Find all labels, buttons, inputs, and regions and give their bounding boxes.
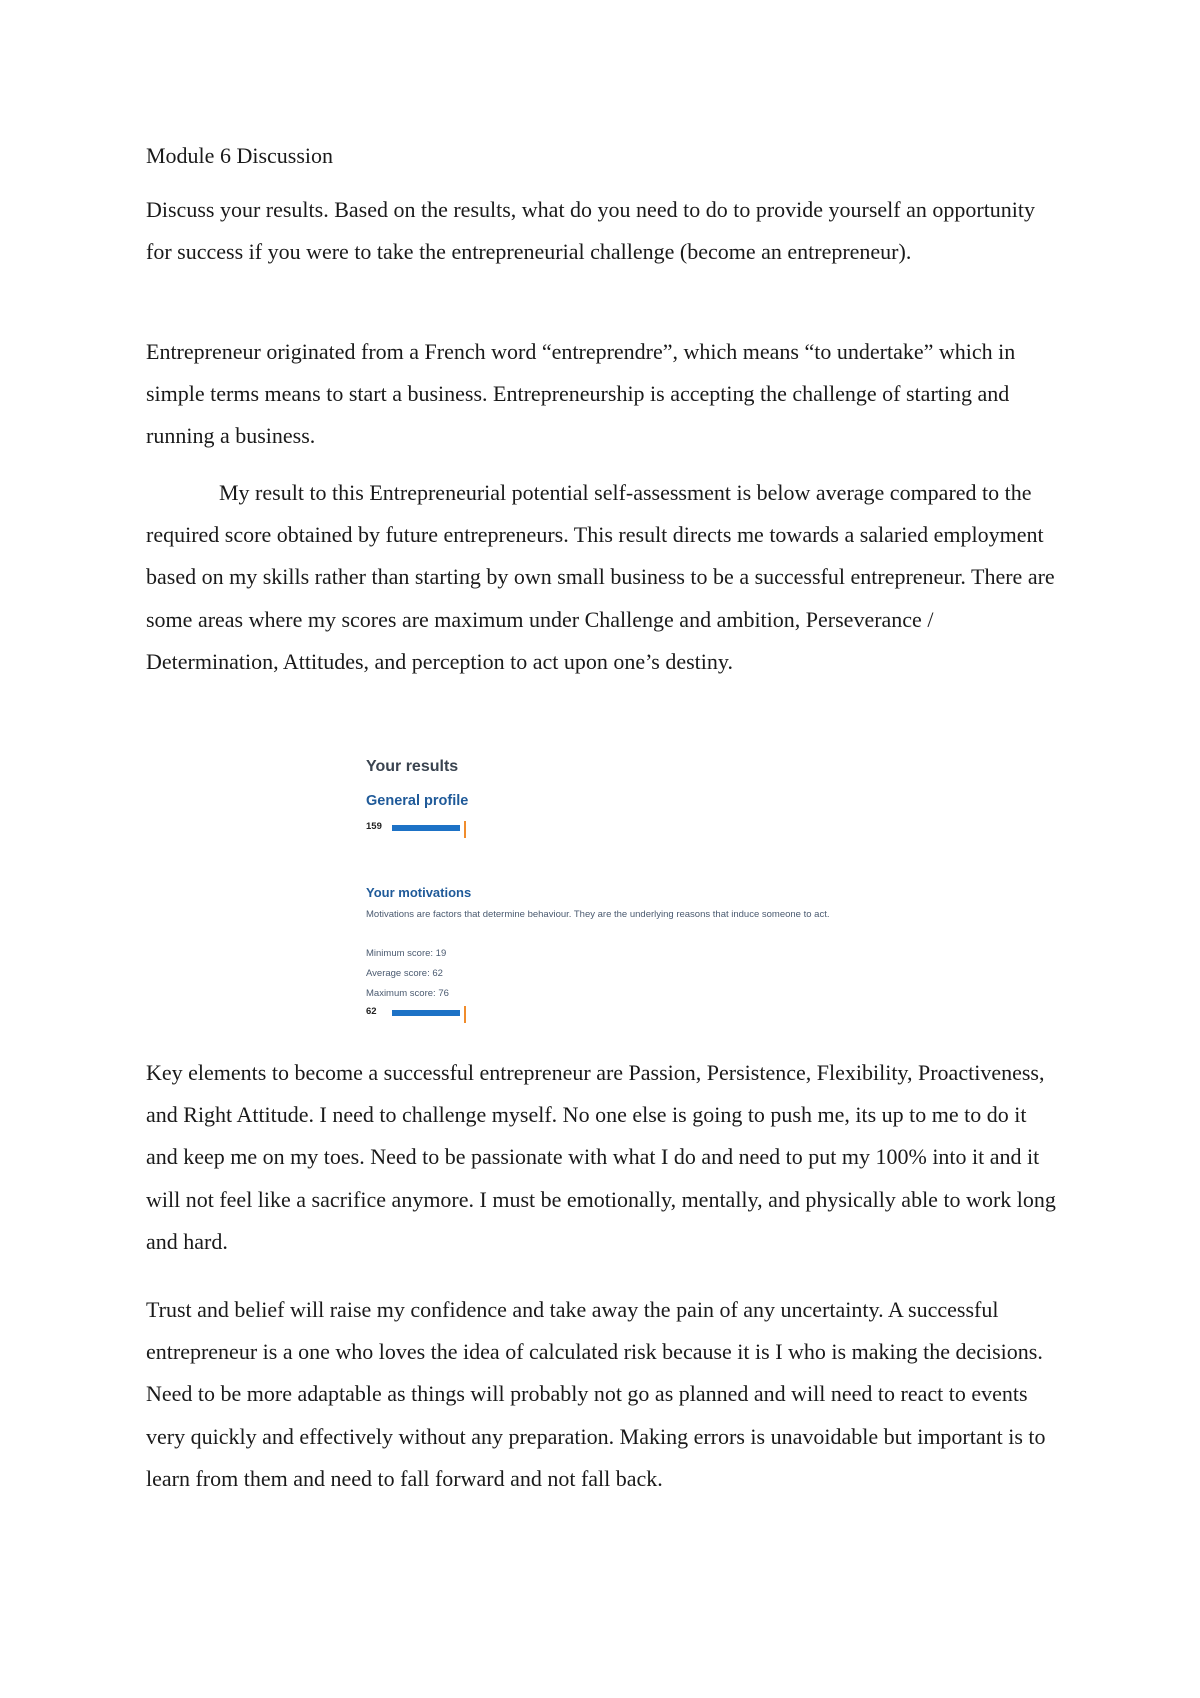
results-title: Your results xyxy=(366,758,459,775)
motivations-bar xyxy=(392,1010,462,1016)
paragraph-prompt: Discuss your results. Based on the results, what do you need to do to provide yourself an opportunity for success if you were to take the entrepreneurial challenge (become an entrepreneur). xyxy=(146,197,1036,265)
motivations-label: Your motivations xyxy=(366,885,472,900)
results-screenshot xyxy=(366,758,886,1028)
general-profile-label: General profile xyxy=(366,793,469,809)
general-profile-bar-marker xyxy=(464,821,466,838)
motivations-description: Motivations are factors that determine behaviour. They are the underlying reasons that induce someone to act. xyxy=(366,909,830,920)
motivations-average: Average score: 62 xyxy=(366,968,443,979)
general-profile-bar-fill xyxy=(392,825,460,831)
paragraph-definition: Entrepreneur originated from a French word “entreprendre”, which means “to undertake” which in simple terms means to start a business. Entrepreneurship is accepting the challenge of starting and running a business. xyxy=(146,339,1016,449)
paragraph-key-elements: Key elements to become a successful entrepreneur are Passion, Persistence, Flexibility, Proactiveness, and Right Attitude. I need to challenge myself. No one else is going to push me, its up to me to do it and keep me on my toes. Need to be passionate with what I do and need to put my 100% into it and it will not feel like a sacrifice anymore. I must be emotionally, mentally, and physically able to work long and hard. xyxy=(146,1060,1056,1254)
motivations-bar-fill xyxy=(392,1010,460,1016)
motivations-score: 62 xyxy=(366,1006,377,1017)
motivations-maximum: Maximum score: 76 xyxy=(366,988,449,999)
general-profile-bar xyxy=(392,825,462,831)
motivations-minimum: Minimum score: 19 xyxy=(366,948,447,959)
paragraph-trust: Trust and belief will raise my confidence and take away the pain of any uncertainty. A successful entrepreneur is a one who loves the idea of calculated risk because it is I who is making the decisions. Need to be more adaptable as things will probably not go as planned and will need to react to events very quickly and effectively without any preparation. Making errors is unavoidable but important is to learn from them and need to fall forward and not fall back. xyxy=(146,1297,1046,1491)
document-title: Module 6 Discussion xyxy=(146,143,333,168)
general-profile-score: 159 xyxy=(366,821,382,832)
paragraph-result: My result to this Entrepreneurial potential self-assessment is below average compared to the required score obtained by future entrepreneurs. This result directs me towards a salaried employment based on my skills rather than starting by own small business to be a successful entrepreneur. There are some areas where my scores are maximum under Challenge and ambition, Perseverance / Determination, Attitudes, and perception to act upon one’s destiny. xyxy=(146,480,1055,674)
motivations-bar-marker xyxy=(464,1006,466,1023)
